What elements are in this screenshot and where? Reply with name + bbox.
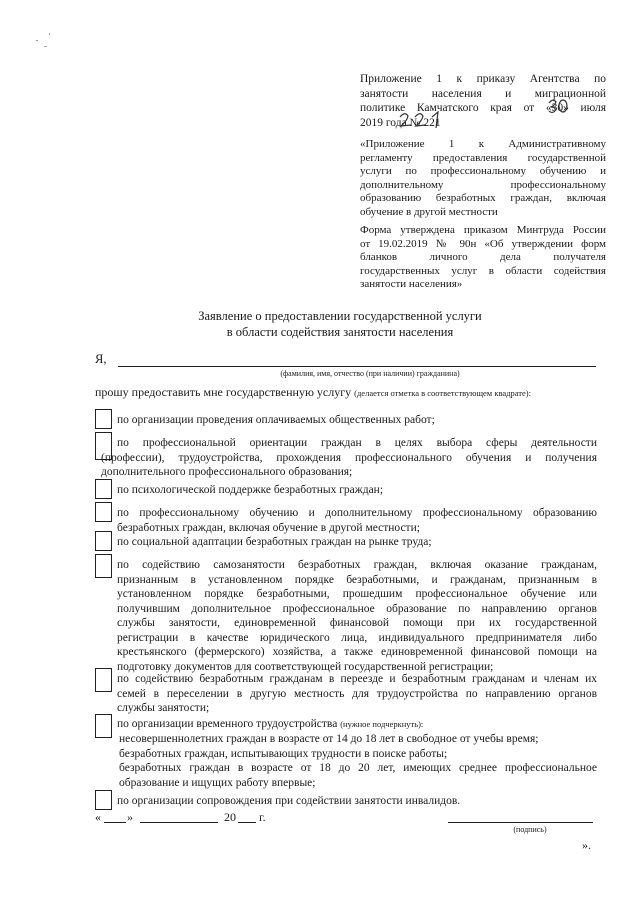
option-line: (профессии), трудоустройства, прохождения профессионального обучения и получения [101,451,597,464]
option-line: крестьянского (фермерского) хозяйства, а также единовременной финансовой помощи на [117,646,597,658]
form-note-line: занятости населения» [360,278,463,290]
option-line: регистрации в качестве юридического лица, индивидуального предпринимателя либо [117,631,597,644]
title-line-1: Заявление о предоставлении государственной услуги [198,309,482,323]
option-career-guidance-cont [101,451,597,480]
applicant-name-line[interactable] [118,366,596,367]
date-year-prefix: 20 [224,810,236,824]
date-year-suffix: г. [259,810,266,824]
checkbox-public-works[interactable] [95,409,112,429]
option-relocation [117,672,597,716]
scan-speck [36,40,38,41]
closing-quote: ». [582,838,591,852]
applicant-caption: (фамилия, имя, отчество (при наличии) гражданина) [280,369,460,378]
option-professional-training [117,506,597,535]
option-social-adaptation: по социальной адаптации безработных граждан на рынке труда; [117,536,432,548]
date-day-field[interactable] [104,822,126,823]
option-line: дополнительного профессионального образования; [101,466,353,478]
appendix-line: 2019 года № 221 [360,116,441,129]
option-self-employment [117,558,597,674]
appendix-line: политике Камчатского края от «30» июля [360,102,606,114]
checkbox-self-employment[interactable] [95,554,112,578]
appendix-line: занятости населения и миграционной [360,87,606,100]
request-line [95,385,531,400]
temporary-employment-item-minors[interactable]: несовершеннолетних граждан в возрасте от 14 до 18 лет в свободное от учебы время; [119,733,539,745]
admin-appendix-line: услуги по профессиональному обучению и [360,165,606,177]
form-note-line: от 19.02.2019 № 90н «Об утверждении форм [360,237,606,250]
checkbox-professional-training[interactable] [95,502,112,522]
option-line: службы занятости; [117,702,210,714]
applicant-prefix: Я, [95,352,107,366]
temporary-employment-item-graduates[interactable]: безработных граждан в возрасте от 18 до 20 лет, имеющих среднее профессиональное [119,762,597,774]
request-note: (делается отметка в соответствующем квадрате): [354,388,531,398]
date-open-quote: « [95,810,101,824]
temporary-employment-item-job-seekers[interactable]: безработных граждан, испытывающих трудности в поиске работы; [119,747,448,760]
form-note-line: бланков личного дела получателя [360,251,606,263]
option-temporary-employment-note: (нужное подчеркнуть): [340,719,424,729]
option-line: установленном порядке безработными, прошедшим профессиональное обучение или [117,588,597,600]
form-approval-note [360,224,606,292]
option-disabled-support: по организации сопровождения при содействии занятости инвалидов. [117,795,461,807]
checkbox-social-adaptation[interactable] [95,531,112,551]
option-line: службы занятости, единовременной финансовой помощи при их государственной [117,617,597,629]
checkbox-disabled-support[interactable] [95,790,112,810]
option-psychological-support: по психологической поддержке безработных граждан; [117,484,384,496]
option-line: по содействию безработным гражданам в переезде и безработным гражданам и членам их [117,673,597,685]
admin-appendix-line: образованию безработных граждан, включая [360,192,606,204]
option-line: безработных граждан, включая обучение в другой местности; [117,521,420,534]
date-close-quote: » [127,810,133,824]
admin-appendix-line: регламенту предоставления государственной [360,151,606,164]
handwritten-order-number-mark [398,111,448,129]
form-note-line: Форма утверждена приказом Минтруда России [360,224,606,236]
checkbox-psychological-support[interactable] [95,479,112,499]
title-line-2: в области содействия занятости населения [226,325,454,339]
option-temporary-employment [117,717,597,732]
option-line: по профессиональной ориентации граждан в целях выбора сферы деятельности [117,437,597,449]
checkbox-temporary-employment[interactable] [95,714,112,738]
appendix-line: Приложение 1 к приказу Агентства по [360,73,606,85]
temporary-employment-item-graduates-cont: образование и ищущих работу впервые; [119,776,316,789]
option-line: по профессиональному обучению и дополнительному профессиональному образованию [117,507,597,519]
option-line: признанным в установленном порядке безработными, и гражданам, признанным в [117,573,597,586]
option-career-guidance [117,436,597,451]
option-line: семей в переселении в другую местность для трудоустройства по направлению органов [117,687,597,700]
document-title [160,308,520,340]
option-line: подготовку документов для соответствующей государственной регистрации; [117,660,494,673]
signature-caption: (подпись) [513,825,547,834]
signature-field[interactable] [448,822,593,823]
checkbox-relocation[interactable] [95,668,112,692]
form-note-line: государственных услуг в области содействия [360,264,606,277]
scan-speck [44,46,47,47]
option-line: получившим дополнительное профессиональное образование по направлению органов [117,602,597,615]
option-public-works: по организации проведения оплачиваемых общественных работ; [117,414,435,426]
option-line: по содействию самозанятости безработных граждан, включая оказание гражданам, [117,559,597,571]
admin-appendix-reference [360,138,606,219]
date-year-field[interactable] [238,822,256,823]
handwritten-date-mark [547,98,571,114]
admin-appendix-line: дополнительному профессиональному [360,178,606,191]
option-temporary-employment-label: по организации временного трудоустройства [117,718,338,730]
admin-appendix-line: «Приложение 1 к Административному [360,138,606,150]
request-text: прошу предоставить мне государственную услугу [95,385,352,399]
date-month-field[interactable] [140,822,218,823]
scan-speck [49,33,50,35]
admin-appendix-line: обучение в другой местности [360,205,498,218]
option-temporary-employment-items [119,732,597,790]
